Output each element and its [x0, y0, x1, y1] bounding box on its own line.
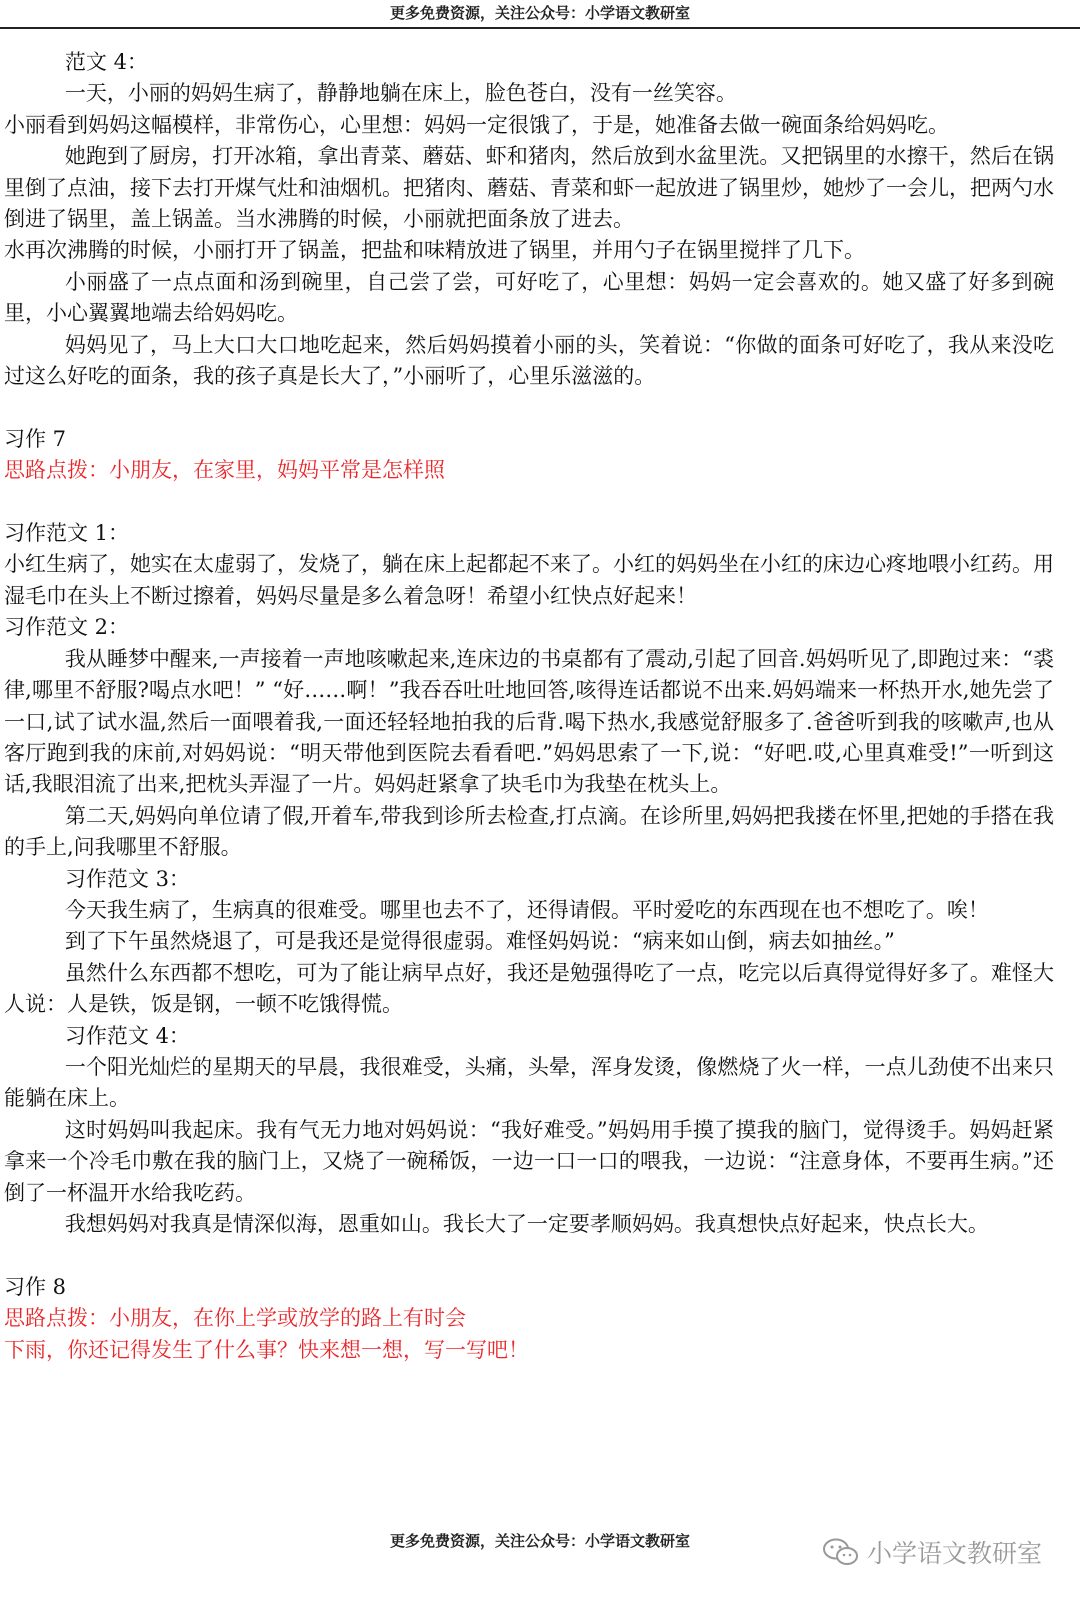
essay-title: 习作范文 2：: [4, 615, 130, 640]
paragraph: 我从睡梦中醒来,一声接着一声地咳嗽起来,连床边的书桌都有了震动,引起了回音.妈妈听见了,即跑过来：“裘律,哪里不舒服?喝点水吧！” “好……啊！”我吞吞吐吐地回答,咳得连话都说不出来.妈妈端来一杯热开水,她先尝了一口,试了试水温,然后一面喂着我,一面还轻轻地拍我的后背.喝下热水,我感觉舒服多了.爸爸听到我的咳嗽声,也从客厅跑到我的床前,对妈妈说：“明天带他到医院去看看吧.”妈妈思索了一下,说：“好吧.哎,心里真难受!”一听到这话,我眼泪流了出来,把枕头弄湿了一片。妈妈赶紧拿了块毛巾为我垫在枕头上。: [4, 646, 1054, 797]
watermark-text: 小学语文教研室: [866, 1539, 1042, 1568]
section-heading: 习作 7: [4, 426, 67, 451]
hint-text: 思路点拨：小朋友，在你上学或放学的路上有时会: [4, 1306, 466, 1331]
paragraph: 一个阳光灿烂的星期天的早晨，我很难受，头痛，头晕，浑身发烫，像燃烧了火一样，一点儿劲使不出来只能躺在床上。: [4, 1054, 1054, 1111]
hint-text: 思路点拨：小朋友，在家里，妈妈平常是怎样照: [4, 458, 445, 483]
essay-title: 习作范文 4：: [64, 1023, 190, 1048]
wechat-icon: [821, 1537, 861, 1567]
paragraph: 妈妈见了，马上大口大口地吃起来，然后妈妈摸着小丽的头，笑着说：“你做的面条可好吃了，我从来没吃过这么好吃的面条，我的孩子真是长大了，”小丽听了，心里乐滋滋的。: [4, 332, 1054, 389]
paragraph: 她跑到了厨房，打开冰箱，拿出青菜、蘑菇、虾和猪肉，然后放到水盆里洗。又把锅里的水擦干，然后在锅里倒了点油，接下去打开煤气灶和油烟机。把猪肉、蘑菇、青菜和虾一起放进了锅里炒，她炒了一会儿，把两勺水倒进了锅里，盖上锅盖。当水沸腾的时候，小丽就把面条放了进去。: [4, 144, 1054, 232]
spacer: [4, 487, 1054, 518]
paragraph: 小丽看到妈妈这幅模样，非常伤心，心里想：妈妈一定很饿了，于是，她准备去做一碗面条给妈妈吃。: [4, 112, 949, 137]
page-header: 更多免费资源，关注公众号：小学语文教研室: [389, 4, 690, 22]
paragraph: 这时妈妈叫我起床。我有气无力地对妈妈说：“我好难受。”妈妈用手摸了摸我的脑门，觉得烫手。妈妈赶紧拿来一个冷毛巾敷在我的脑门上，又烧了一碗稀饭，一边一口一口的喂我，一边说：“注意身体，不要再生病。”还倒了一杯温开水给我吃药。: [4, 1117, 1054, 1205]
hint-text: 下雨，你还记得发生了什么事？快来想一想，写一写吧！: [4, 1337, 529, 1362]
spacer: [4, 392, 1054, 423]
watermark: [821, 1534, 1042, 1570]
paragraph: 虽然什么东西都不想吃，可为了能让病早点好，我还是勉强得吃了一点，吃完以后真得觉得好多了。难怪大人说：人是铁，饭是钢，一顿不吃饿得慌。: [4, 960, 1054, 1017]
paragraph: 我想妈妈对我真是情深似海，恩重如山。我长大了一定要孝顺妈妈。我真想快点好起来，快点长大。: [64, 1212, 989, 1236]
paragraph: 第二天,妈妈向单位请了假,开着车,带我到诊所去检查,打点滴。在诊所里,妈妈把我搂在怀里,把她的手搭在我的手上,问我哪里不舒服。: [4, 803, 1054, 860]
paragraph: 水再次沸腾的时候，小丽打开了锅盖，把盐和味精放进了锅里，并用勺子在锅里搅拌了几下。: [4, 238, 865, 263]
paragraph: 今天我生病了，生病真的很难受。哪里也去不了，还得请假。平时爱吃的东西现在也不想吃了。唉！: [64, 897, 989, 922]
spacer: [4, 1240, 1054, 1271]
paragraph: 小红生病了，她实在太虚弱了，发烧了，躺在床上起都起不来了。小红的妈妈坐在小红的床边心疼地喂小红药。用湿毛巾在头上不断过擦着，妈妈尽量是多么着急呀！希望小红快点好起来！: [4, 552, 1054, 608]
page-footer: 更多免费资源，关注公众号：小学语文教研室: [389, 1532, 690, 1550]
header-divider: [0, 27, 1080, 29]
document-body: [4, 47, 1054, 1366]
essay-title: 习作范文 1：: [4, 521, 130, 546]
section-heading: 习作 8: [4, 1274, 67, 1299]
essay-title: 范文 4：: [64, 50, 148, 74]
essay-title: 习作范文 3：: [64, 866, 190, 891]
paragraph: 小丽盛了一点点面和汤到碗里，自己尝了尝，可好吃了，心里想：妈妈一定会喜欢的。她又盛了好多到碗里，小心翼翼地端去给妈妈吃。: [4, 269, 1054, 326]
paragraph: 到了下午虽然烧退了，可是我还是觉得很虚弱。难怪妈妈说：“病来如山倒，病去如抽丝。”: [64, 929, 895, 954]
paragraph: 一天，小丽的妈妈生病了，静静地躺在床上，脸色苍白，没有一丝笑容。: [64, 81, 737, 106]
